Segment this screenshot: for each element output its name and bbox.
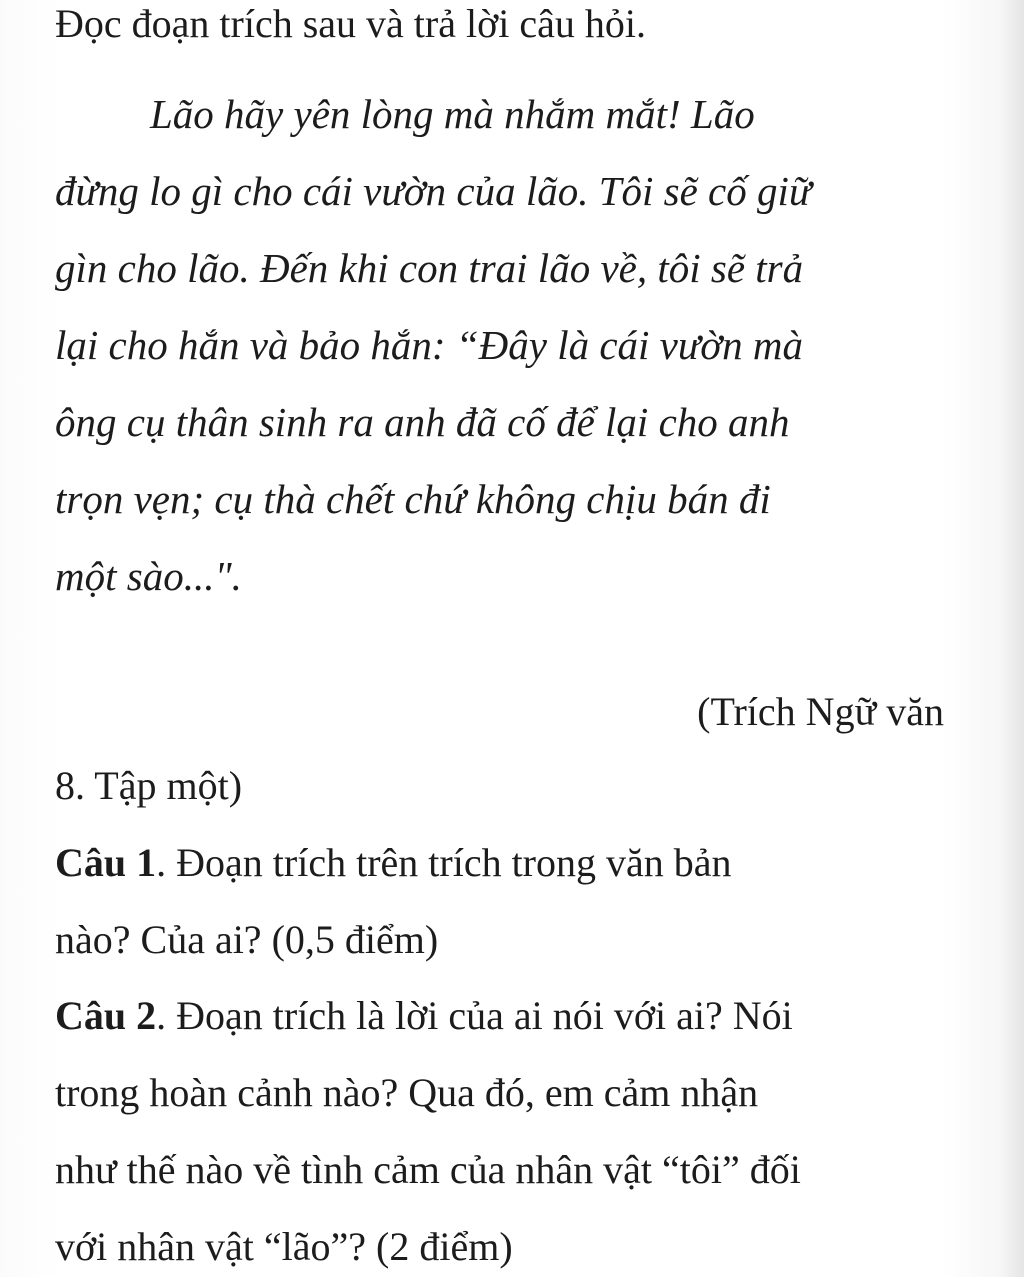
source-citation-line-1: (Trích Ngữ văn bbox=[697, 689, 944, 734]
question-line: với nhân vật “lão”? (2 điểm) bbox=[55, 1224, 513, 1269]
passage-line: ông cụ thân sinh ra anh đã cố để lại cho anh bbox=[55, 399, 790, 445]
passage-line: Lão hãy yên lòng mà nhắm mắt! Lão bbox=[150, 91, 755, 137]
passage-line: đừng lo gì cho cái vườn của lão. Tôi sẽ cố giữ bbox=[55, 168, 812, 214]
passage-line: lại cho hắn và bảo hắn: “Đây là cái vườn mà bbox=[55, 322, 803, 368]
question-line bbox=[55, 824, 985, 901]
source-citation-line-2: 8. Tập một) bbox=[55, 763, 243, 808]
question-line: nào? Của ai? (0,5 điểm) bbox=[55, 917, 439, 962]
question-label: Câu 2 bbox=[55, 993, 157, 1038]
passage-line: trọn vẹn; cụ thà chết chứ không chịu bán đi bbox=[55, 476, 771, 522]
question-label: Câu 1 bbox=[55, 840, 157, 885]
question-1 bbox=[55, 824, 985, 978]
passage-line: một sào...". bbox=[55, 553, 242, 599]
question-text: . Đoạn trích là lời của ai nói với ai? Nói bbox=[156, 993, 793, 1038]
passage-line: gìn cho lão. Đến khi con trai lão về, tôi sẽ trả bbox=[55, 245, 804, 291]
question-2 bbox=[55, 977, 985, 1285]
instruction-text: Đọc đoạn trích sau và trả lời câu hỏi. bbox=[55, 1, 646, 46]
page-edge-shadow bbox=[1000, 0, 1024, 1277]
question-line: như thế nào về tình cảm của nhân vật “tôi” đối bbox=[55, 1147, 801, 1192]
question-text: . Đoạn trích trên trích trong văn bản bbox=[156, 840, 732, 885]
excerpt-passage bbox=[55, 76, 955, 615]
question-line: trong hoàn cảnh nào? Qua đó, em cảm nhận bbox=[55, 1070, 759, 1115]
question-line bbox=[55, 977, 985, 1054]
